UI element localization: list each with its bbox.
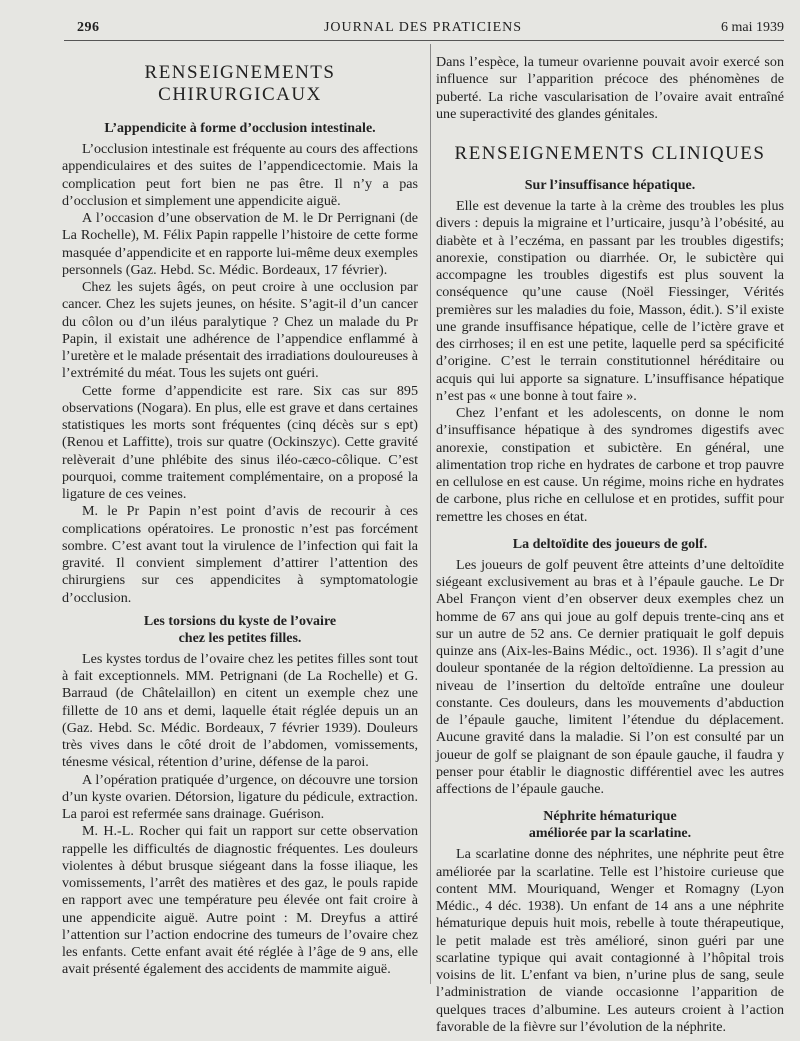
section-title-surgical: RENSEIGNEMENTS CHIRURGICAUX [144, 62, 336, 105]
header-rule [64, 40, 784, 41]
page-header [62, 18, 784, 38]
left-column [62, 52, 418, 979]
paragraph: Les kystes tordus de l’ovaire chez les petites filles sont tout à fait exceptionnels. MM. Petrignani (de La Rochelle) et G. Barraud (de Châtelaillon) en citent un exemple chez une fillette de 10 ans et demi, laquelle était réglée depuis un an (Gaz. Hebd. Sc. Médic. Bordeaux, 7 février 1939). Douleurs très vives dans le côté droit de l’abdomen, vomissements, ténesme vésical, rétention d’urine, défense de la paroi. [62, 650, 418, 771]
paragraph: A l’occasion d’une observation de M. le Dr Perrignani (de La Rochelle), M. Félix Papin rappelle l’histoire de cette forme masquée d’appendicite et en rapporte lui-même deux exemples personnels (Gaz. Hebd. Sc. Médic. Bordeaux, 17 février). [62, 210, 418, 278]
journal-title: JOURNAL DES PRATICIENS [323, 20, 523, 35]
section-title-clinical: RENSEIGNEMENTS CLINIQUES [454, 143, 766, 164]
paragraph: A l’opération pratiquée d’urgence, on découvre une torsion d’un kyste ovarien. Détorsion, ligature du pédicule, extraction. La paroi est refermée sans drainage. Guérison. [62, 771, 418, 822]
paragraph-continued: Dans l’espèce, la tumeur ovarienne pouvait avoir exercé son influence sur l’apparition précoce des phénomènes de puberté. La riche vascularisation de l’ovaire avait entraîné une superactivité des glandes génitales. [436, 54, 784, 122]
right-column [436, 54, 784, 1036]
article-title-appendicitis: L’appendicite à forme d’occlusion intestinale. [104, 121, 376, 136]
article-title-line: chez les petites filles. [178, 630, 302, 646]
article-title-golf: La deltoïdite des joueurs de golf. [512, 536, 708, 552]
article-title-line: améliorée par la scarlatine. [528, 826, 692, 842]
paragraph: Chez l’enfant et les adolescents, on donne le nom d’insuffisance hépatique à des syndromes digestifs avec anorexie, constipation et subictère. En général, une alimentation trop riche en hydrates de carbone et trop pauvre en cellulose en est cause. Un régime, moins riche en hydrates de carbone, plus riche en cellulose et en protides, suffit pour remettre les choses en état. [436, 405, 784, 525]
article-title-line: Néphrite hématurique [543, 809, 677, 825]
article-title-ovarian-cyst [62, 613, 418, 647]
paragraph: M. le Pr Papin n’est point d’avis de recourir à ces complications opératoires. Le pronostic n’est pas forcément sombre. C’est avant tout la virulence de l’infection qui fait la gravité. Il convient simplement d’attirer l’attention des chirurgiens sur ces appendicites à symptomatologie d’occlusion. [62, 503, 418, 606]
paragraph: Elle est devenue la tarte à la crème des troubles les plus divers : depuis la migraine et l’urticaire, jusqu’à l’obésité, au diabète et à l’eczéma, en passant par les troubles digestifs; anorexie, constipation ou diarrhée. Or, le subictère qui accompagne les troubles digestifs est plus souvent la conséquence qu’une cause (Noël Fiessinger, Vérités premières sur les maladies du foie, Masson, édit.). S’il existe une grande insuffisance hépatique, celle de l’ictère grave et des cirrhoses; il en est une petite, laquelle perd sa spécificité d’origine. C’est le terrain constitutionnel héréditaire ou acquis qui lui apporte sa signature. L’insuffisance hépatique n’est pas « une bonne à tout faire ». [436, 198, 784, 404]
paragraph: L’occlusion intestinale est fréquente au cours des affections appendiculaires et des suites de l’appendicectomie. Mais la complication peut fort bien ne pas être. Il n’y a pas d’occlusion et simplement une appendicite aiguë. [62, 141, 418, 209]
article-title-line: Les torsions du kyste de l’ovaire [143, 613, 337, 629]
issue-date: 6 mai 1939 [721, 20, 784, 35]
paragraph: M. H.-L. Rocher qui fait un rapport sur cette observation rappelle les difficultés de diagnostic fréquentes. Les douleurs violentes à début brusque siégeant dans la fosse iliaque, les vomissements, l’arrêt des matières et des gaz, le pouls rapide en rapport avec une température peu élevée ont fait croire à une appendicite aiguë. Autre point : M. Dreyfus a attiré l’attention sur l’action endocrine des tumeurs de l’ovaire chez les enfants. Cette enfant avait été réglée à l’âge de 9 ans, elle avait présenté également des accidents de mammite aiguë. [62, 823, 418, 978]
article-title-hepatic: Sur l’insuffisance hépatique. [524, 178, 696, 193]
page-number: 296 [77, 20, 100, 35]
paragraph: La scarlatine donne des néphrites, une néphrite peut être améliorée par la scarlatine. Telle est l’histoire curieuse que content MM. Mouriquand, Wenger et Romagny (Lyon Médic., 4 déc. 1938). Un enfant de 14 ans a une néphrite hématurique depuis huit mois, rebelle à toute thérapeutique, le petit malade est très amélioré, sinon guéri par une scarlatine typique qui avait contagionné à l’hôpital trois voisins de lit. L’enfant va bien, n’urine plus de sang, seule l’administration de viande occasionne l’apparition de quelques traces d’albumine. Les auteurs croient à l’action favorable de la fièvre sur l’évolution de la néphrite. [436, 846, 784, 1035]
column-divider [430, 44, 431, 984]
paragraph: Chez les sujets âgés, on peut croire à une occlusion par cancer. Chez les sujets jeunes, on hésite. S’agit-il d’un cancer du côlon ou d’un iléus paralytique ? Chez un malade du Pr Papin, il existait une adhérence de l’appendice enflammé à l’uretère et le malade présentait des irradiations douloureuses à l’extrémité du méat. Tous les sujets ont guéri. [62, 279, 418, 382]
paragraph: Cette forme d’appendicite est rare. Six cas sur 895 observations (Nogara). En plus, elle est grave et dans certaines statistiques les morts sont fréquentes (cinq décès sur s ept) (Renou et Laffitte), trois sur quatre (Ockinszyc). Cette gravité relèverait d’une phlébite des sinus iléo-cæco-côlique. C’est pourquoi, comme traitement complémentaire, on a proposé la ligature de ces veines. [62, 382, 418, 502]
paragraph: Les joueurs de golf peuvent être atteints d’une deltoïdite siégeant exclusivement au bras et à l’épaule gauche. Le Dr Abel Françon vient d’en observer deux exemples chez un homme de 67 ans qui joue au golf depuis trente-cinq ans et sur un autre de 52 ans. Ce dernier pratiquait le golf depuis quinze ans (Aix-les-Bains Médic., oct. 1936). Il s’agit d’une douleur spontanée de la région deltoïdienne. La pression au niveau de l’insertion du deltoïde entraîne une douleur constante. Ces douleurs, dans les mouvements d’abduction de l’épaule gauche, limitent l’étendue du déplacement. Aucune gravité dans la maladie. Si l’on est consulté par un joueur de golf se plaignant de son épaule gauche, il faudra y penser pour établir le diagnostic différentiel avec les autres affections de l’épaule gauche. [436, 556, 784, 797]
article-title-nephritis [436, 808, 784, 842]
